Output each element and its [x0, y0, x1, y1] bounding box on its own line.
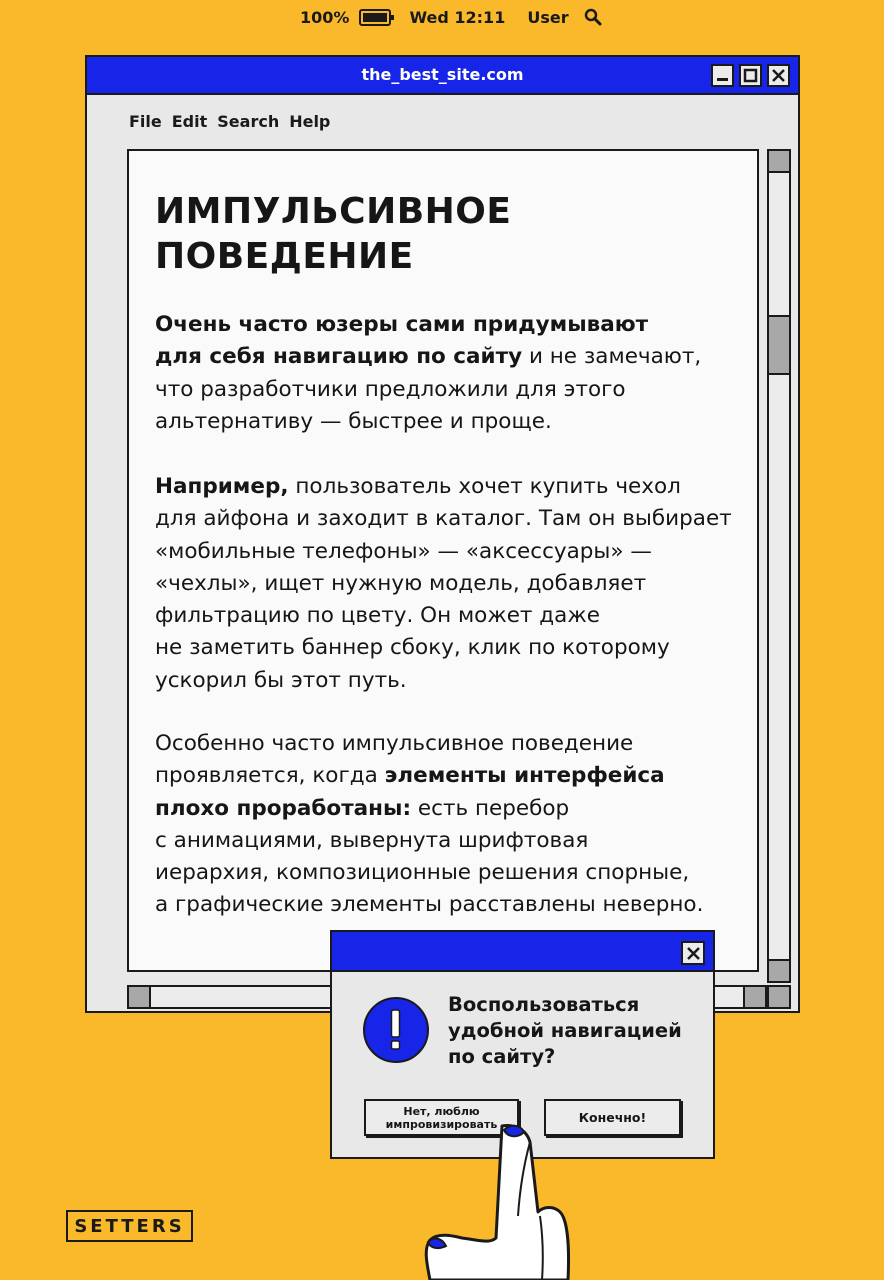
paragraph-text: пользователь хочет купить чехол	[288, 474, 681, 499]
bold-text: Очень часто юзеры сами придумывают	[155, 312, 649, 337]
paragraph-text: альтернативу — быстрее и проще.	[155, 408, 552, 434]
dialog-message-line: удобной навигацией	[448, 1019, 682, 1042]
paragraph-intro	[155, 309, 755, 438]
scroll-down-button[interactable]	[767, 959, 791, 983]
paragraph-example	[155, 471, 755, 697]
clock: Wed 12:11	[409, 7, 506, 27]
scroll-thumb[interactable]	[767, 315, 791, 375]
window-titlebar[interactable]	[87, 57, 798, 95]
dialog-titlebar[interactable]	[332, 932, 713, 972]
bold-text: для себя навигацию по сайту	[155, 344, 523, 370]
vertical-scrollbar[interactable]	[767, 149, 793, 983]
menu-edit[interactable]: Edit	[171, 112, 208, 131]
scroll-track[interactable]	[767, 171, 791, 961]
battery-icon	[359, 9, 391, 26]
heading-line: ПОВЕДЕНИЕ	[155, 236, 414, 277]
browser-window	[85, 55, 800, 1013]
menu-search[interactable]: Search	[217, 112, 280, 131]
paragraph-conclusion	[155, 728, 755, 922]
scroll-up-button[interactable]	[767, 149, 791, 173]
scroll-left-button[interactable]	[127, 985, 151, 1009]
pointing-hand-illustration	[420, 1120, 590, 1280]
paragraph-text: ускорил бы этот путь.	[155, 667, 407, 693]
paragraph-text: фильтрацию по цвету. Он может даже	[155, 603, 600, 629]
paragraph-text: а графические элементы расставлены неверно.	[155, 892, 704, 918]
dialog-message-line: Воспользоваться	[448, 993, 640, 1016]
window-controls	[711, 64, 790, 87]
menu-help[interactable]: Help	[289, 112, 331, 131]
close-icon[interactable]	[681, 941, 705, 965]
paragraph-text: «мобильные телефоны» — «аксессуары» —	[155, 538, 652, 564]
window-title: the_best_site.com	[361, 65, 524, 84]
setters-logo: SETTERS	[66, 1210, 193, 1242]
bold-text: элементы интерфейса	[384, 763, 665, 789]
paragraph-text: проявляется, когда	[155, 763, 385, 789]
paragraph-text: Особенно часто импульсивное поведение	[155, 731, 634, 756]
system-status-bar	[300, 6, 603, 28]
paragraph-text: и не замечают,	[522, 344, 702, 370]
scroll-corner	[767, 985, 791, 1009]
minimize-icon[interactable]	[711, 64, 734, 87]
dialog-message-line: по сайту?	[448, 1045, 556, 1068]
battery-percentage: 100%	[300, 7, 350, 27]
confirm-button[interactable]: Конечно!	[544, 1099, 681, 1136]
bold-text: плохо проработаны:	[155, 795, 412, 821]
content-pane	[127, 149, 759, 972]
close-icon[interactable]	[767, 64, 790, 87]
menu-file[interactable]: File	[129, 112, 162, 131]
paragraph-text: «чехлы», ищет нужную модель, добавляет	[155, 570, 647, 596]
paragraph-text: иерархия, композиционные решения спорные,	[155, 860, 690, 886]
heading-line: ИМПУЛЬСИВНОЕ	[155, 191, 512, 232]
button-label-line: Нет, люблю	[403, 1104, 480, 1118]
paragraph-text: что разработчики предложили для этого	[155, 376, 626, 402]
paragraph-text: для айфона и заходит в каталог. Там он выбирает	[155, 506, 732, 532]
button-label-line: импровизировать	[385, 1117, 498, 1131]
dialog-message	[448, 992, 708, 1070]
paragraph-text: с анимациями, вывернута шрифтовая	[155, 827, 589, 853]
bold-text: Например,	[155, 474, 289, 499]
maximize-icon[interactable]	[739, 64, 762, 87]
search-icon[interactable]	[583, 7, 603, 27]
exclamation-icon	[363, 997, 429, 1063]
article-heading	[155, 189, 715, 279]
paragraph-text: есть перебор	[411, 795, 570, 821]
scroll-right-button[interactable]	[743, 985, 767, 1009]
paragraph-text: не заметить баннер сбоку, клик по которому	[155, 635, 670, 661]
user-menu[interactable]: User	[527, 7, 569, 27]
menu-bar	[129, 112, 330, 131]
